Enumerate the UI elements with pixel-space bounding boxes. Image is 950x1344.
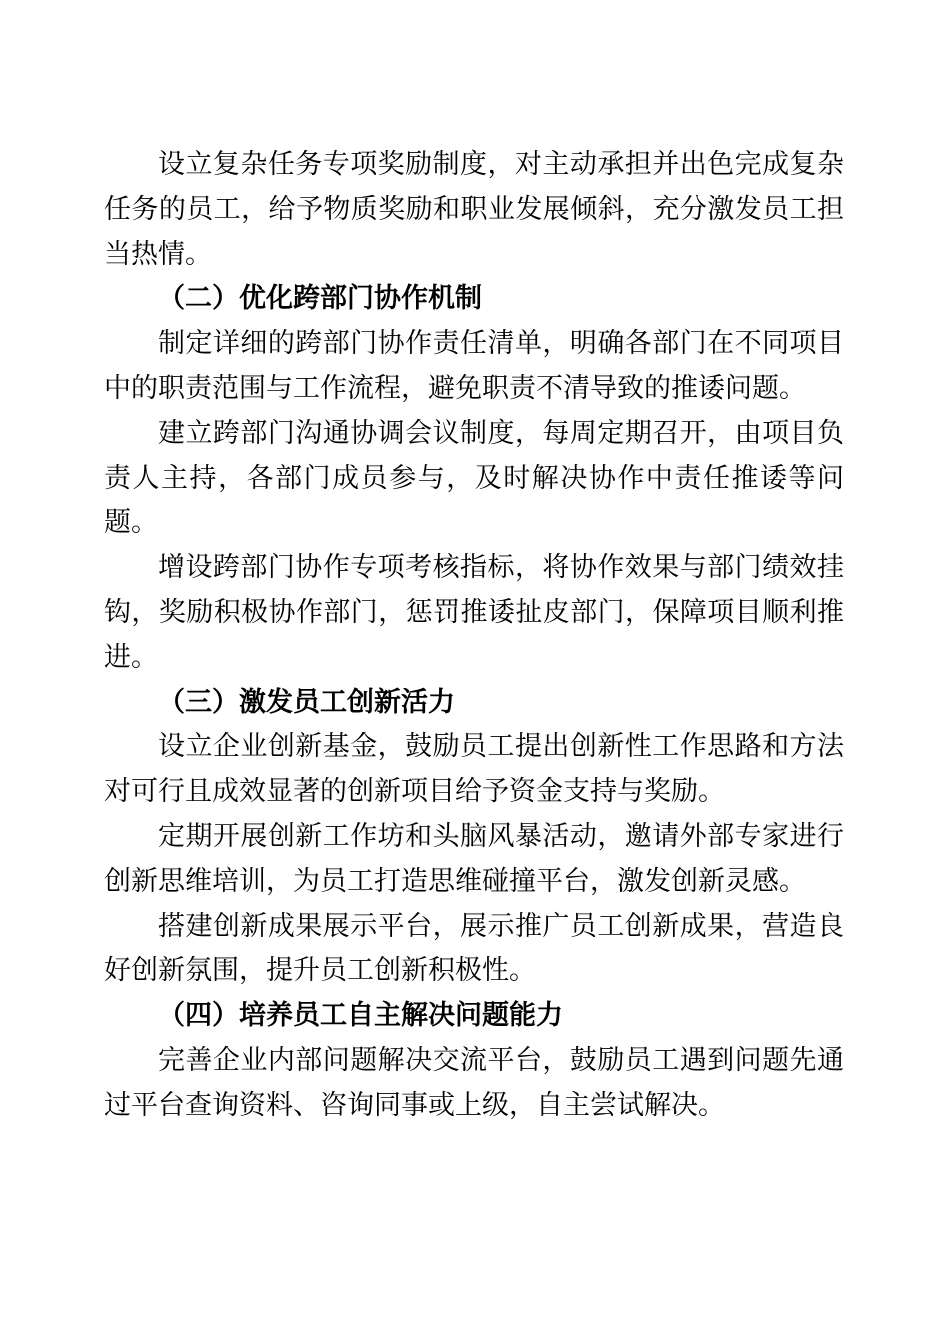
section-heading-2-collaboration: （二）优化跨部门协作机制 bbox=[158, 283, 482, 314]
paragraph-showcase-platform: 搭建创新成果展示平台，展示推广员工创新成果，营造良好创新氛围，提升员工创新积极性。 bbox=[104, 910, 844, 986]
paragraph-innovation-fund: 设立企业创新基金，鼓励员工提出创新性工作思路和方法对可行且成效显著的创新项目给予资金支持与奖励。 bbox=[104, 731, 844, 807]
section-heading-4-self-solving: （四）培养员工自主解决问题能力 bbox=[158, 1000, 563, 1031]
document-body bbox=[104, 142, 844, 1128]
paragraph-workshops: 定期开展创新工作坊和头脑风暴活动，邀请外部专家进行创新思维培训，为员工打造思维碰撞平台，激发创新灵感。 bbox=[104, 820, 844, 896]
paragraph-internal-platform: 完善企业内部问题解决交流平台，鼓励员工遇到问题先通过平台查询资料、咨询同事或上级，自主尝试解决。 bbox=[104, 1044, 844, 1120]
paragraph-meeting-system: 建立跨部门沟通协调会议制度，每周定期召开，由项目负责人主持，各部门成员参与，及时解决协作中责任推诿等问题。 bbox=[104, 417, 844, 538]
section-heading-3-innovation: （三）激发员工创新活力 bbox=[158, 686, 455, 717]
paragraph-reward-system: 设立复杂任务专项奖励制度，对主动承担并出色完成复杂任务的员工，给予物质奖励和职业发展倾斜，充分激发员工担当热情。 bbox=[104, 149, 844, 269]
paragraph-responsibility-list: 制定详细的跨部门协作责任清单，明确各部门在不同项目中的职责范围与工作流程，避免职责不清导致的推诿问题。 bbox=[104, 328, 844, 403]
paragraph-assessment-metrics: 增设跨部门协作专项考核指标，将协作效果与部门绩效挂钩，奖励积极协作部门，惩罚推诿扯皮部门，保障项目顺利推进。 bbox=[104, 552, 844, 672]
